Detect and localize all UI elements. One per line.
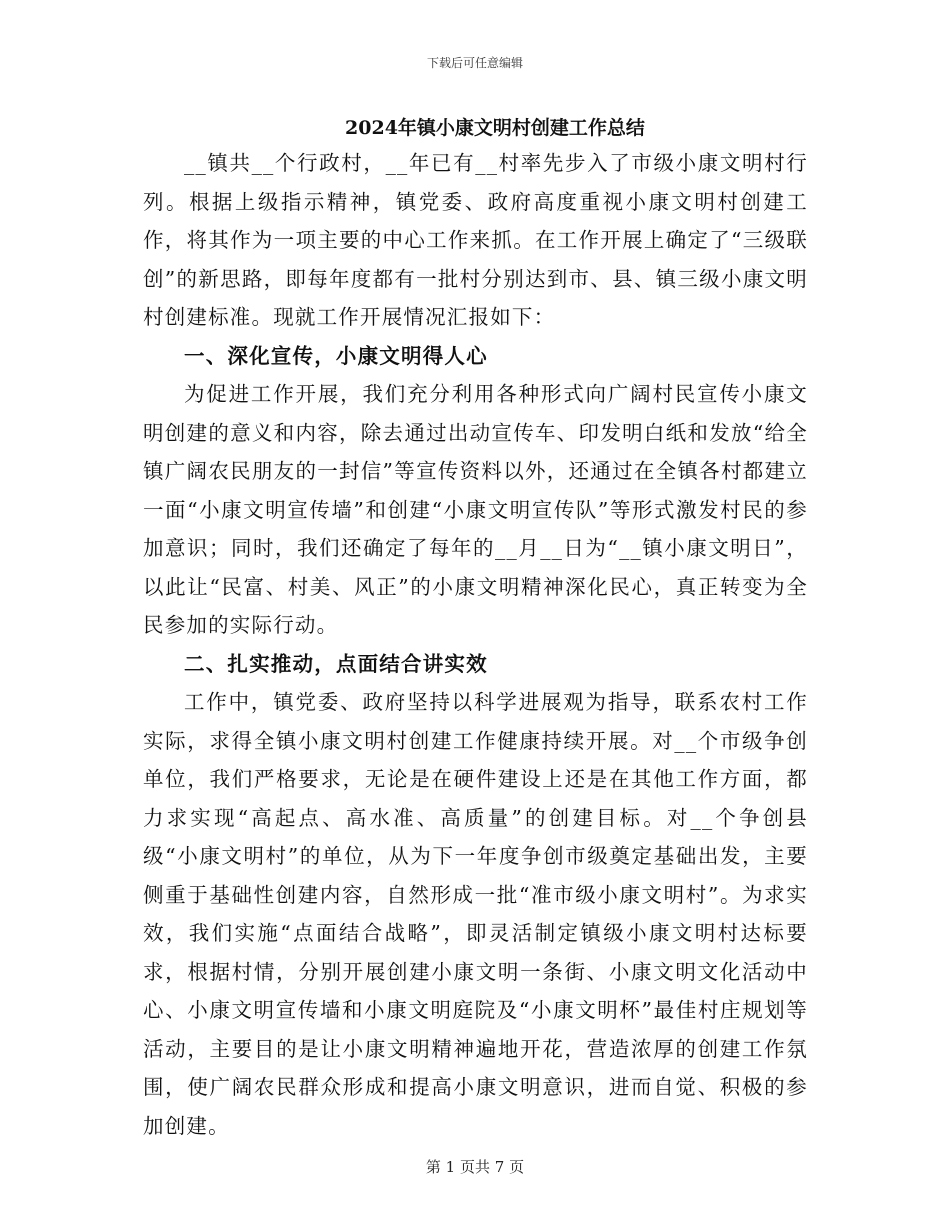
section-heading-2: 二、扎实推动，点面结合讲实效 <box>184 651 488 676</box>
intro-paragraph: __镇共__个行政村，__年已有__村率先步入了市级小康文明村行列。根据上级指示精神，镇党委、政府高度重视小康文明村创建工作，将其作为一项主要的中心工作来抓。在工作开展上确定了“三级联创”的新思路，即每年度都有一批村分别达到市、县、镇三级小康文明村创建标准。现就工作开展情况汇报如下： <box>143 151 808 329</box>
page-header: 下载后可任意编辑 <box>426 56 523 70</box>
document-title: 2024年镇小康文明村创建工作总结 <box>345 117 645 139</box>
section-heading-1: 一、深化宣传，小康文明得人心 <box>184 343 488 368</box>
document-body <box>143 144 808 1145</box>
section-1-paragraph: 为促进工作开展，我们充分利用各种形式向广阔村民宣传小康文明创建的意义和内容，除去通过出动宣传车、印发明白纸和发放“给全镇广阔农民朋友的一封信”等宣传资料以外，还通过在全镇各村都建立一面“小康文明宣传墙”和创建“小康文明宣传队”等形式激发村民的参加意识；同时，我们还确定了每年的__月__日为“__镇小康文明日”，以此让“民富、村美、风正”的小康文明精神深化民心，真正转变为全民参加的实际行动。 <box>143 382 808 637</box>
page-footer: 第 1 页共 7 页 <box>425 1158 525 1176</box>
section-2-paragraph: 工作中，镇党委、政府坚持以科学进展观为指导，联系农村工作实际，求得全镇小康文明村创建工作健康持续开展。对__个市级争创单位，我们严格要求，无论是在硬件建设上还是在其他工作方面，都力求实现“高起点、高水准、高质量”的创建目标。对__个争创县级“小康文明村”的单位，从为下一年度争创市级奠定基础出发，主要侧重于基础性创建内容，自然形成一批“准市级小康文明村”。为求实效，我们实施“点面结合战略”，即灵活制定镇级小康文明村达标要求，根据村情，分别开展创建小康文明一条街、小康文明文化活动中心、小康文明宣传墙和小康文明庭院及“小康文明杯”最佳村庄规划等活动，主要目的是让小康文明精神遍地开花，营造浓厚的创建工作氛围，使广阔农民群众形成和提高小康文明意识，进而自觉、积极的参加创建。 <box>143 690 808 1138</box>
